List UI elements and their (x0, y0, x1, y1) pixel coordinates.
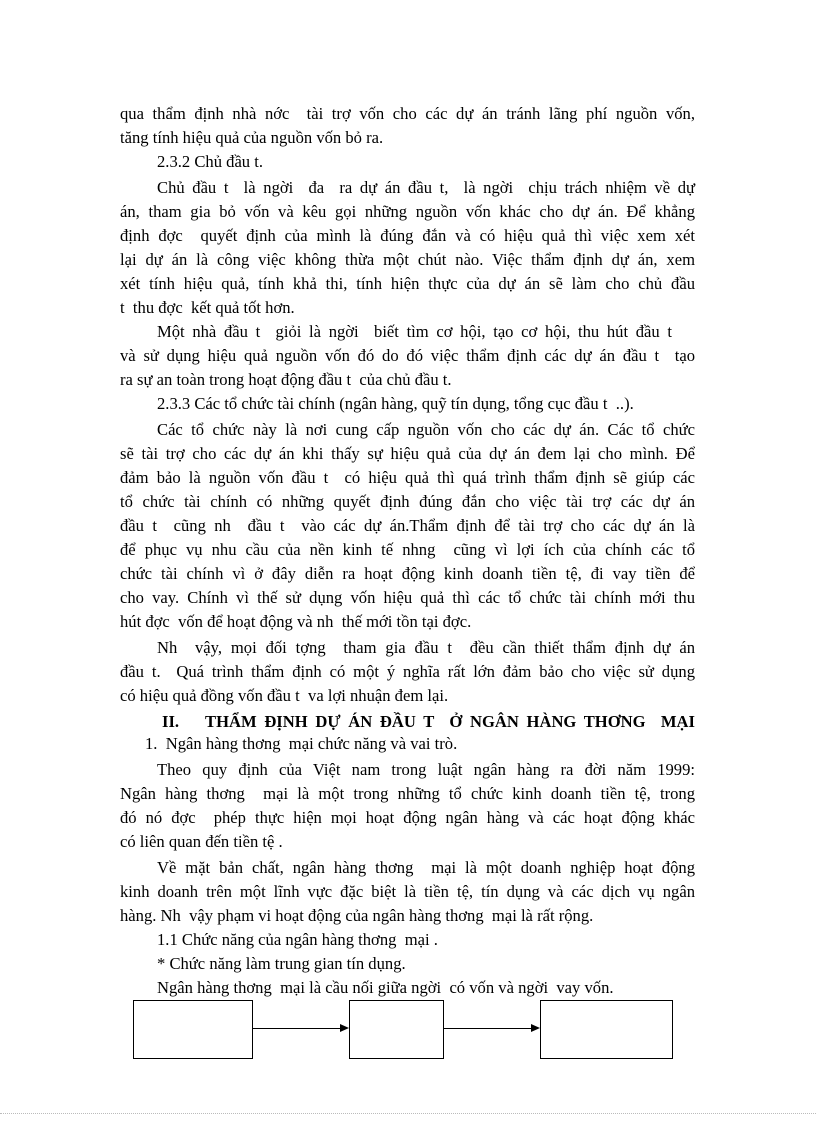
diagram-arrow-1 (252, 1028, 344, 1029)
paragraph-line: hàng. Nh vậy phạm vi hoạt động của ngân hàng thơng mại là rất rộng. (120, 906, 594, 925)
subheading: 1. Ngân hàng thơng mại chức năng và vai trò. (145, 734, 458, 753)
paragraph-line: sẽ tài trợ cho các dự án khi thấy sự hiệu quả của dự án đem lại cho mình. Để (120, 444, 695, 463)
paragraph-line: hút đợc vốn để hoạt động và nh thế mới tồn tại đợc. (120, 612, 472, 631)
paragraph-line: án, tham gia bỏ vốn và kêu gọi những nguồn vốn khác cho dự án. Để khẳng (120, 202, 695, 221)
paragraph-line: Về mặt bản chất, ngân hàng thơng mại là một doanh nghiệp hoạt động (157, 858, 695, 877)
page-bottom-rule (0, 1113, 816, 1114)
paragraph-line: cho vay. Chính vì thế sử dụng vốn hiệu quả thì các tổ chức tài chính mới thu (120, 588, 695, 607)
paragraph-line: Ngân hàng thơng mại là cầu nối giữa ngời có vốn và ngời vay vốn. (157, 978, 614, 997)
paragraph-line: Theo quy định của Việt nam trong luật ngân hàng ra đời năm 1999: (157, 760, 695, 779)
paragraph-line: và sử dụng hiệu quả nguồn vốn đó do đó việc thẩm định các dự án đầu t tạo (120, 346, 695, 365)
paragraph-line: qua thẩm định nhà nớc tài trợ vốn cho các dự án tránh lãng phí nguồn vốn, (120, 104, 695, 123)
paragraph-line: chức tài chính vì ở đây diễn ra hoạt động kinh doanh tiền tệ, đi vay tiền để (120, 564, 695, 583)
paragraph-line: xét tính hiệu quả, tính khả thi, tính hiện thực của dự án sẽ làm cho chủ đầu (120, 274, 695, 293)
paragraph-line: tăng tính hiệu quả của nguồn vốn bỏ ra. (120, 128, 384, 147)
paragraph-line: Ngân hàng thơng mại là một trong những tổ chức kinh doanh tiền tệ, trong (120, 784, 695, 803)
diagram-box-borrower (540, 1000, 673, 1059)
paragraph-line: có liên quan đến tiền tệ . (120, 832, 283, 851)
subheading: 1.1 Chức năng của ngân hàng thơng mại . (157, 930, 438, 949)
diagram-arrow-2 (443, 1028, 536, 1029)
paragraph-line: đầu t. Quá trình thẩm định có một ý nghĩa rất lớn đảm bảo cho việc sử dụng (120, 662, 695, 681)
paragraph-line: để phục vụ nhu cầu của nền kinh tế nhng cũng vì lợi ích của chính các tổ (120, 540, 695, 559)
paragraph-line: kinh doanh trên một lĩnh vực đặc biệt là tiền tệ, tín dụng và các dịch vụ ngân (120, 882, 695, 901)
paragraph-line: Nh vậy, mọi đối tợng tham gia đầu t đều cần thiết thẩm định dự án (157, 638, 695, 657)
subheading: 2.3.2 Chủ đầu t. (157, 152, 264, 171)
diagram-box-bank (349, 1000, 444, 1059)
paragraph-line: đó nó đợc phép thực hiện mọi hoạt động ngân hàng và các hoạt động khác (120, 808, 695, 827)
section-title: THẨM ĐỊNH DỰ ÁN ĐẦU T Ở NGÂN HÀNG THƠNG MẠI (205, 712, 695, 731)
section-number: II. (162, 712, 180, 731)
paragraph-line: ra sự an toàn trong hoạt động đầu t của chủ đầu t. (120, 370, 452, 389)
arrowhead-icon (531, 1024, 540, 1032)
paragraph-line: Các tổ chức này là nơi cung cấp nguồn vốn cho các dự án. Các tổ chức (157, 420, 695, 439)
diagram-box-lender (133, 1000, 253, 1059)
paragraph-line: Một nhà đầu t giỏi là ngời biết tìm cơ hội, tạo cơ hội, thu hút đầu t (157, 322, 672, 341)
paragraph-line: định đợc quyết định của mình là đúng đắn và có hiệu quả thì việc xem xét (120, 226, 695, 245)
paragraph-line: t thu đợc kết quả tốt hơn. (120, 298, 295, 317)
paragraph-line: tổ chức tài chính có những quyết định đúng đắn cho việc tài trợ các dự án (120, 492, 695, 511)
paragraph-line: đảm bảo là nguồn vốn đầu t có hiệu quả thì quá trình thẩm định sẽ giúp các (120, 468, 695, 487)
paragraph-line: lại dự án là công việc không thừa một chút nào. Việc thẩm định dự án, xem (120, 250, 695, 269)
arrowhead-icon (340, 1024, 349, 1032)
subheading: 2.3.3 Các tổ chức tài chính (ngân hàng, quỹ tín dụng, tổng cục đầu t ..). (157, 394, 634, 413)
paragraph-line: * Chức năng làm trung gian tín dụng. (157, 954, 406, 973)
paragraph-line: Chủ đầu t là ngời đa ra dự án đầu t, là ngời chịu trách nhiệm về dự (157, 178, 695, 197)
paragraph-line: có hiệu quả đồng vốn đầu t va lợi nhuận đem lại. (120, 686, 449, 705)
paragraph-line: đầu t cũng nh đầu t vào các dự án.Thẩm định để tài trợ cho các dự án là (120, 516, 695, 535)
